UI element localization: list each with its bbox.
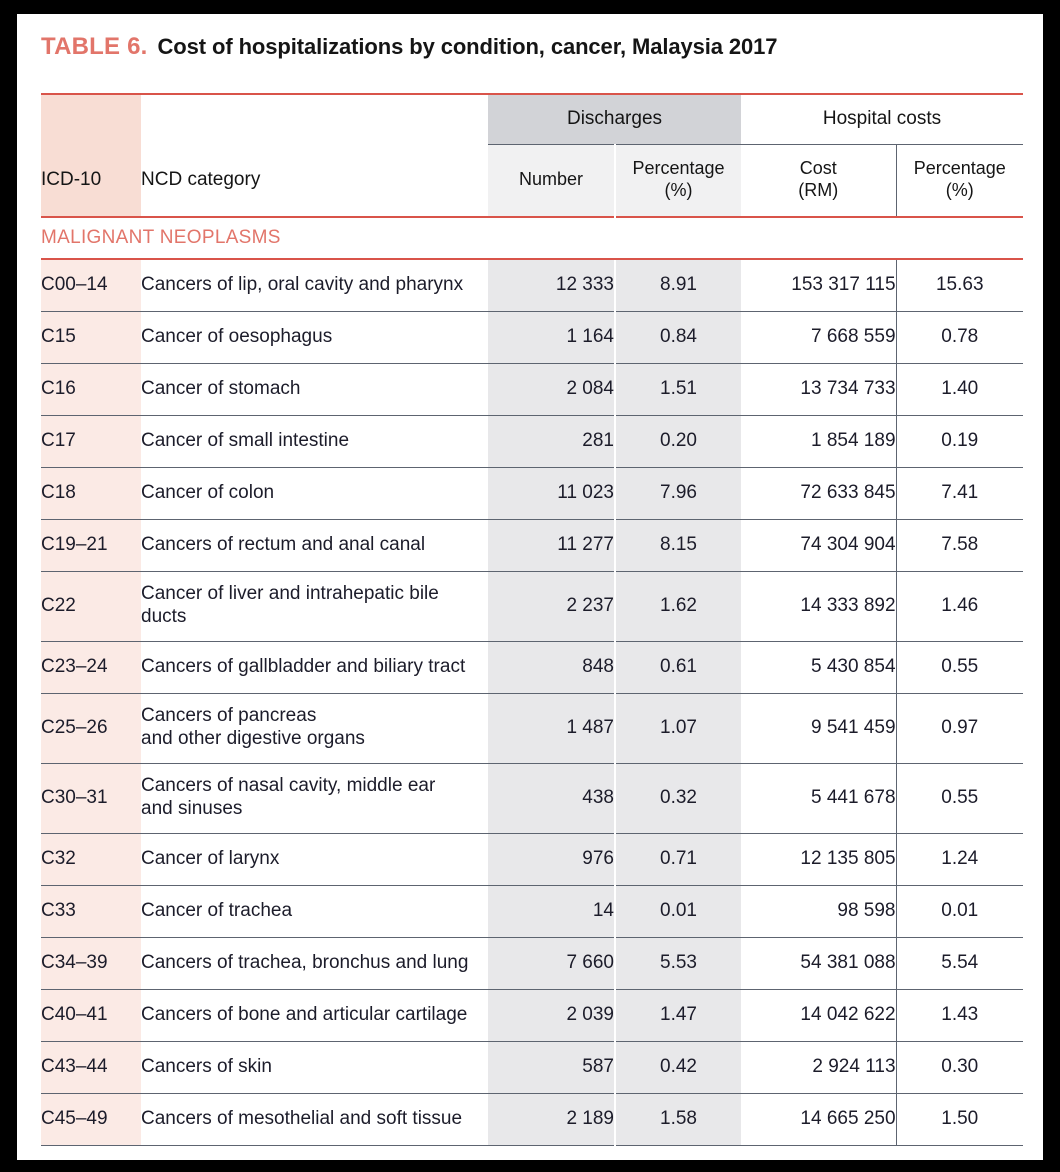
cell-discharges-percentage: 1.47 <box>615 989 741 1041</box>
cell-hospital-cost-percentage: 0.55 <box>896 641 1023 693</box>
cell-ncd-category-line1: Cancers of gallbladder and biliary tract <box>141 655 466 677</box>
cell-hospital-cost: 5 430 854 <box>741 641 896 693</box>
cell-discharges-number: 7 660 <box>488 937 615 989</box>
cell-ncd-category-line1: Cancer of larynx <box>141 847 280 869</box>
cell-ncd-category-line1: Cancer of colon <box>141 481 275 503</box>
column-header-icd: ICD-10 <box>41 144 141 217</box>
cell-hospital-cost-percentage: 0.78 <box>896 311 1023 363</box>
cell-ncd-category <box>141 467 488 519</box>
table-row <box>41 1093 1023 1145</box>
table-row <box>41 989 1023 1041</box>
cell-ncd-category-line1: Cancers of mesothelial and soft tissue <box>141 1107 463 1129</box>
cell-icd-code: C33 <box>41 885 141 937</box>
cell-ncd-category <box>141 259 488 311</box>
cell-ncd-category <box>141 1041 488 1093</box>
cell-discharges-number: 848 <box>488 641 615 693</box>
cell-hospital-cost-percentage: 1.43 <box>896 989 1023 1041</box>
cell-discharges-percentage: 0.61 <box>615 641 741 693</box>
cell-hospital-cost-percentage: 0.97 <box>896 693 1023 763</box>
cell-icd-code: C45–49 <box>41 1093 141 1145</box>
cell-discharges-percentage: 1.62 <box>615 571 741 641</box>
cell-discharges-number: 14 <box>488 885 615 937</box>
table-number-label: TABLE 6. <box>41 33 148 60</box>
table-row <box>41 571 1023 641</box>
cell-ncd-category-line2: and other digestive organs <box>141 728 365 749</box>
group-header-discharges: Discharges <box>488 94 741 144</box>
cell-icd-code: C43–44 <box>41 1041 141 1093</box>
cell-discharges-number: 11 277 <box>488 519 615 571</box>
cell-discharges-number: 976 <box>488 833 615 885</box>
cell-ncd-category-line1: Cancer of small intestine <box>141 429 350 451</box>
group-header-icd-blank <box>41 94 141 144</box>
table-row <box>41 259 1023 311</box>
column-header-category: NCD category <box>141 144 488 217</box>
table-row <box>41 641 1023 693</box>
cell-icd-code: C19–21 <box>41 519 141 571</box>
cell-icd-code: C40–41 <box>41 989 141 1041</box>
cell-hospital-cost: 14 665 250 <box>741 1093 896 1145</box>
cell-ncd-category <box>141 833 488 885</box>
cell-ncd-category <box>141 885 488 937</box>
cell-discharges-percentage: 5.53 <box>615 937 741 989</box>
section-header-row <box>41 217 1023 259</box>
cell-discharges-percentage: 8.91 <box>615 259 741 311</box>
cell-hospital-cost-percentage: 1.24 <box>896 833 1023 885</box>
cell-ncd-category-line1: Cancer of liver and intrahepatic bile <box>141 583 439 605</box>
cell-icd-code: C16 <box>41 363 141 415</box>
cell-ncd-category-line1: Cancer of trachea <box>141 899 293 921</box>
cell-icd-code: C32 <box>41 833 141 885</box>
table-row <box>41 467 1023 519</box>
column-header-cost-line1: Cost <box>799 158 837 179</box>
table-row <box>41 763 1023 833</box>
cell-ncd-category <box>141 415 488 467</box>
column-header-discharges-percentage-line1: Percentage <box>632 158 725 179</box>
column-header-cost <box>741 144 896 217</box>
cell-ncd-category-line1: Cancers of rectum and anal canal <box>141 533 426 555</box>
cell-hospital-cost-percentage: 1.46 <box>896 571 1023 641</box>
cell-hospital-cost: 9 541 459 <box>741 693 896 763</box>
cell-discharges-number: 1 487 <box>488 693 615 763</box>
cell-hospital-cost: 5 441 678 <box>741 763 896 833</box>
cell-discharges-percentage: 7.96 <box>615 467 741 519</box>
cell-icd-code: C00–14 <box>41 259 141 311</box>
cell-hospital-cost: 1 854 189 <box>741 415 896 467</box>
cell-discharges-percentage: 8.15 <box>615 519 741 571</box>
cell-ncd-category-line1: Cancers of skin <box>141 1055 272 1077</box>
cell-ncd-category-line1: Cancers of bone and articular cartilage <box>141 1003 468 1025</box>
table-row <box>41 415 1023 467</box>
cell-icd-code: C23–24 <box>41 641 141 693</box>
cell-hospital-cost-percentage: 7.58 <box>896 519 1023 571</box>
cell-discharges-number: 2 039 <box>488 989 615 1041</box>
table-page <box>17 14 1043 1160</box>
cell-discharges-number: 11 023 <box>488 467 615 519</box>
table-row <box>41 885 1023 937</box>
cell-hospital-cost-percentage: 5.54 <box>896 937 1023 989</box>
cell-discharges-number: 281 <box>488 415 615 467</box>
cell-hospital-cost: 13 734 733 <box>741 363 896 415</box>
group-header-row <box>41 94 1023 144</box>
cell-icd-code: C15 <box>41 311 141 363</box>
table-row <box>41 363 1023 415</box>
cell-ncd-category-line1: Cancers of lip, oral cavity and pharynx <box>141 273 464 295</box>
cell-ncd-category-line1: Cancer of stomach <box>141 377 301 399</box>
cell-ncd-category <box>141 763 488 833</box>
cell-discharges-number: 2 189 <box>488 1093 615 1145</box>
cell-hospital-cost-percentage: 15.63 <box>896 259 1023 311</box>
table-row <box>41 1041 1023 1093</box>
cell-hospital-cost: 7 668 559 <box>741 311 896 363</box>
cell-discharges-percentage: 1.58 <box>615 1093 741 1145</box>
cell-hospital-cost: 14 042 622 <box>741 989 896 1041</box>
table-title <box>41 33 1001 73</box>
column-header-discharges-percentage <box>615 144 741 217</box>
cell-hospital-cost-percentage: 0.30 <box>896 1041 1023 1093</box>
cell-discharges-percentage: 1.07 <box>615 693 741 763</box>
cell-icd-code: C30–31 <box>41 763 141 833</box>
cell-hospital-cost: 54 381 088 <box>741 937 896 989</box>
cell-hospital-cost: 14 333 892 <box>741 571 896 641</box>
cell-hospital-cost: 153 317 115 <box>741 259 896 311</box>
cell-icd-code: C18 <box>41 467 141 519</box>
table-row <box>41 937 1023 989</box>
cell-icd-code: C25–26 <box>41 693 141 763</box>
cell-ncd-category <box>141 519 488 571</box>
table-row <box>41 311 1023 363</box>
cell-discharges-number: 2 084 <box>488 363 615 415</box>
cell-hospital-cost-percentage: 0.19 <box>896 415 1023 467</box>
cell-discharges-percentage: 1.51 <box>615 363 741 415</box>
table-header <box>41 94 1023 217</box>
cell-discharges-percentage: 0.42 <box>615 1041 741 1093</box>
cell-ncd-category <box>141 311 488 363</box>
cell-ncd-category-line1: Cancers of nasal cavity, middle ear <box>141 775 436 797</box>
cell-ncd-category <box>141 363 488 415</box>
cell-hospital-cost: 12 135 805 <box>741 833 896 885</box>
cell-ncd-category <box>141 693 488 763</box>
cell-discharges-number: 12 333 <box>488 259 615 311</box>
cell-hospital-cost: 98 598 <box>741 885 896 937</box>
cell-ncd-category <box>141 641 488 693</box>
cell-discharges-percentage: 0.84 <box>615 311 741 363</box>
cost-of-hospitalizations-table <box>41 93 1023 1146</box>
cell-hospital-cost-percentage: 1.40 <box>896 363 1023 415</box>
column-header-row <box>41 144 1023 217</box>
cell-discharges-number: 1 164 <box>488 311 615 363</box>
cell-icd-code: C22 <box>41 571 141 641</box>
cell-icd-code: C17 <box>41 415 141 467</box>
group-header-hospital-costs: Hospital costs <box>741 94 1023 144</box>
column-header-cost-line2: (RM) <box>798 180 839 201</box>
table-row <box>41 693 1023 763</box>
cell-ncd-category <box>141 937 488 989</box>
cell-ncd-category-line1: Cancers of pancreas <box>141 705 317 727</box>
cell-hospital-cost: 74 304 904 <box>741 519 896 571</box>
cell-hospital-cost: 72 633 845 <box>741 467 896 519</box>
cell-discharges-percentage: 0.71 <box>615 833 741 885</box>
cell-hospital-cost-percentage: 7.41 <box>896 467 1023 519</box>
cell-discharges-percentage: 0.01 <box>615 885 741 937</box>
cell-hospital-cost-percentage: 0.55 <box>896 763 1023 833</box>
table-body <box>41 217 1023 1145</box>
cell-hospital-cost-percentage: 0.01 <box>896 885 1023 937</box>
cell-ncd-category <box>141 1093 488 1145</box>
cell-ncd-category-line1: Cancers of trachea, bronchus and lung <box>141 951 469 973</box>
cell-ncd-category <box>141 989 488 1041</box>
column-header-discharges-percentage-line2: (%) <box>664 180 693 201</box>
cell-ncd-category-line1: Cancer of oesophagus <box>141 325 333 347</box>
table-row <box>41 833 1023 885</box>
cell-hospital-cost: 2 924 113 <box>741 1041 896 1093</box>
cell-discharges-number: 2 237 <box>488 571 615 641</box>
column-header-costs-percentage <box>896 144 1023 217</box>
cell-hospital-cost-percentage: 1.50 <box>896 1093 1023 1145</box>
column-header-number: Number <box>488 144 615 217</box>
column-header-costs-percentage-line1: Percentage <box>913 158 1006 179</box>
table-row <box>41 519 1023 571</box>
section-header-label: MALIGNANT NEOPLASMS <box>41 217 1023 259</box>
table-caption-text: Cost of hospitalizations by condition, cancer, Malaysia 2017 <box>157 34 778 59</box>
cell-ncd-category-line2: ducts <box>141 606 187 627</box>
cell-discharges-number: 438 <box>488 763 615 833</box>
cell-discharges-percentage: 0.32 <box>615 763 741 833</box>
cell-ncd-category <box>141 571 488 641</box>
group-header-category-blank <box>141 94 488 144</box>
cell-discharges-number: 587 <box>488 1041 615 1093</box>
cell-icd-code: C34–39 <box>41 937 141 989</box>
column-header-costs-percentage-line2: (%) <box>945 180 974 201</box>
cell-discharges-percentage: 0.20 <box>615 415 741 467</box>
cell-ncd-category-line2: and sinuses <box>141 798 243 819</box>
